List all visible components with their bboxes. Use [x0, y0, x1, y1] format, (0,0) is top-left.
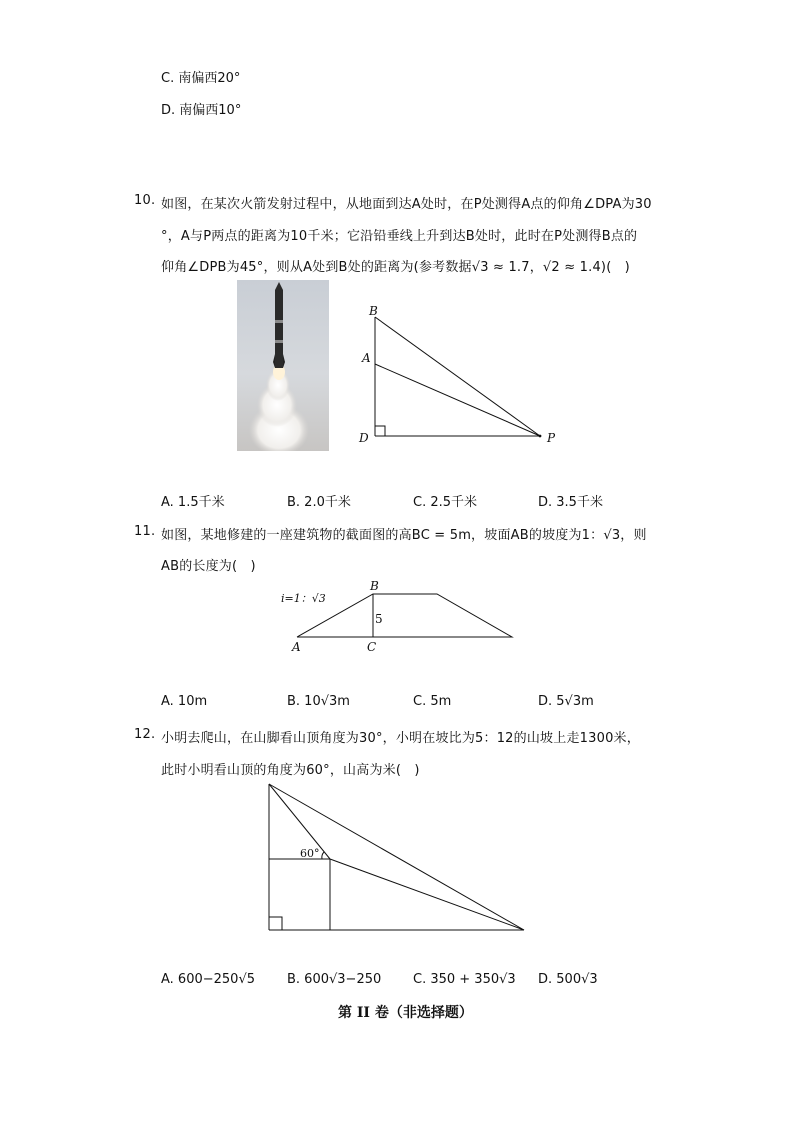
q12-mountain-figure — [265, 780, 535, 940]
question-11-line-2: AB的长度为( ) — [161, 559, 256, 574]
right-angle-mark — [269, 917, 282, 930]
option-c-prev: C. 南偏西20° — [161, 71, 241, 86]
q12-option-d[interactable]: D. 500√3 — [538, 972, 598, 987]
rocket-illustration — [237, 280, 329, 451]
question-10-line-1: 如图，在某次火箭发射过程中，从地面到达A处时，在P处测得A点的仰角∠DPA为30 — [161, 197, 652, 212]
label-p: P — [547, 431, 556, 445]
label-d: D — [359, 431, 369, 445]
question-10-number: 10. — [134, 193, 156, 208]
question-12-line-1: 小明去爬山，在山脚看山顶角度为30°，小明在坡比为5：12的山坡上走1300米， — [161, 731, 640, 746]
q10-option-a[interactable]: A. 1.5千米 — [161, 495, 225, 510]
q11-trapezoid-figure — [275, 578, 535, 658]
trapezoid-outline — [297, 594, 512, 637]
label-a: A — [292, 640, 301, 654]
line-bp — [375, 317, 540, 436]
option-d-prev: D. 南偏西10° — [161, 103, 242, 118]
q10-option-c[interactable]: C. 2.5千米 — [413, 495, 478, 510]
q11-option-c[interactable]: C. 5m — [413, 694, 452, 709]
slope-label: i=1：√3 — [281, 592, 326, 605]
q11-option-b[interactable]: B. 10√3m — [287, 694, 350, 709]
label-a: A — [362, 351, 371, 365]
question-11-number: 11. — [134, 524, 156, 539]
label-height-5: 5 — [375, 612, 383, 626]
label-b: B — [369, 304, 378, 318]
slope-line — [330, 859, 524, 930]
q10-option-d[interactable]: D. 3.5千米 — [538, 495, 603, 510]
rocket-launch-photo — [237, 280, 329, 451]
q10-option-b[interactable]: B. 2.0千米 — [287, 495, 351, 510]
label-c: C — [367, 640, 377, 654]
q12-option-b[interactable]: B. 600√3−250 — [287, 972, 382, 987]
q12-option-a[interactable]: A. 600−250√5 — [161, 972, 256, 987]
q12-option-c[interactable]: C. 350 + 350√3 — [413, 972, 516, 987]
section-title: 第 II 卷（非选择题） — [338, 1005, 473, 1021]
question-10-line-3: 仰角∠DPB为45°，则从A处到B处的距离为(参考数据√3 ≈ 1.7，√2 ≈ 1.4)( ) — [161, 260, 630, 275]
q10-triangle-figure — [355, 302, 555, 452]
label-angle-60: 60° — [300, 847, 320, 860]
question-11-line-1: 如图，某地修建的一座建筑物的截面图的高BC = 5m，坡面AB的坡度为1：√3，则 — [161, 528, 647, 543]
question-10-line-2: °，A与P两点的距离为10千米；它沿铅垂线上升到达B处时，此时在P处测得B点的 — [161, 229, 638, 244]
q11-option-d[interactable]: D. 5√3m — [538, 694, 594, 709]
q11-option-a[interactable]: A. 10m — [161, 694, 208, 709]
angle-arc — [322, 852, 324, 859]
question-12-number: 12. — [134, 727, 156, 742]
line-ap — [375, 364, 540, 436]
label-b: B — [370, 579, 379, 593]
right-angle-mark — [375, 426, 385, 436]
question-12-line-2: 此时小明看山顶的角度为60°，山高为米( ) — [161, 763, 420, 778]
